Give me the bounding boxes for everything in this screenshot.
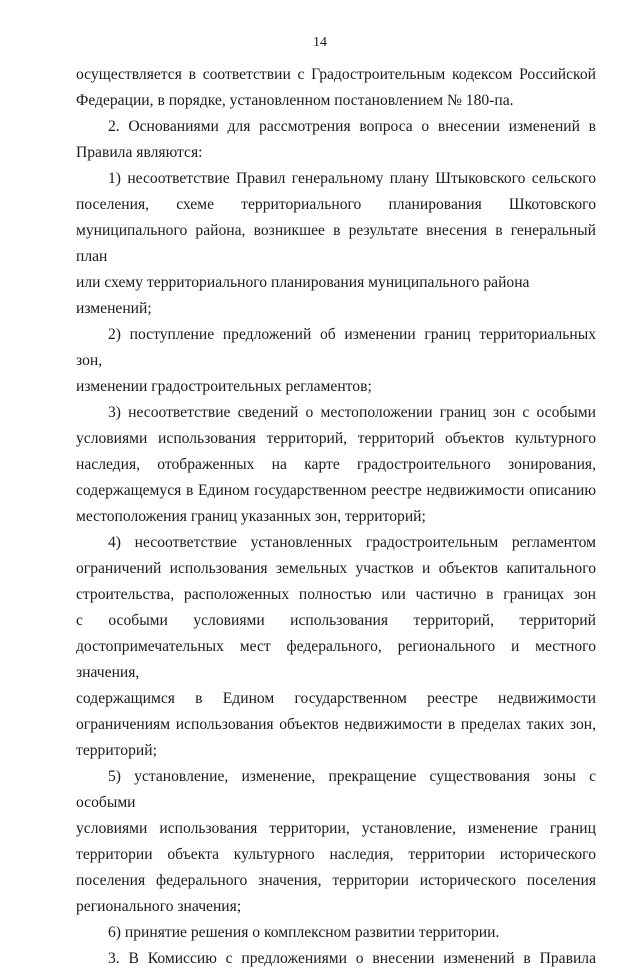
paragraph-item-2 (76, 114, 596, 166)
text-line: регионального значения; (76, 898, 242, 915)
text-line: содержащимся в Едином государственном реестре недвижимости (76, 690, 596, 707)
text-line: местоположения границ указанных зон, территорий; (76, 508, 426, 525)
paragraph-subitem-3 (76, 400, 596, 530)
text-line: ограничений использования земельных участков и объектов капитального (76, 560, 596, 577)
text-line: ограничениям использования объектов недвижимости в пределах таких зон, (76, 716, 596, 733)
text-line: 4) несоответствие установленных градостроительным регламентом (108, 534, 596, 551)
paragraph-subitem-2 (76, 322, 596, 400)
text-line: 5) установление, изменение, прекращение существования зоны с особыми (76, 768, 596, 811)
text-line: 3. В Комиссию с предложениями о внесении изменений в Правила (108, 950, 596, 967)
paragraph-item-3 (76, 946, 596, 972)
text-line: 2) поступление предложений об изменении границ территориальных зон, (76, 326, 596, 369)
text-line: осуществляется в соответствии с Градостроительным кодексом Российской (76, 66, 596, 83)
paragraph-subitem-4 (76, 530, 596, 764)
text-line: изменении градостроительных регламентов; (76, 378, 372, 395)
text-line: Федерации, в порядке, установленном постановлением № 180-па. (76, 92, 514, 109)
text-line: условиями использования территорий, территорий объектов культурного (76, 430, 596, 447)
paragraph-continuation (76, 62, 596, 114)
text-line: 6) принятие решения о комплексном развитии территории. (108, 924, 500, 941)
text-line: территорий; (76, 742, 157, 759)
paragraph-subitem-1 (76, 166, 596, 322)
text-line: 3) несоответствие сведений о местоположении границ зон с особыми (108, 404, 596, 421)
document-body (76, 62, 596, 972)
text-line: наследия, отображенных на карте градостроительного зонирования, (76, 456, 596, 473)
text-line: поселения, схеме территориального планирования Шкотовского (76, 196, 596, 213)
text-line: муниципального района, возникшее в результате внесения в генеральный план (76, 222, 596, 265)
text-line: условиями использования территории, установление, изменение границ (76, 820, 596, 837)
text-line: территории объекта культурного наследия, территории исторического (76, 846, 596, 863)
text-line: содержащемуся в Едином государственном реестре недвижимости описанию (76, 482, 596, 499)
text-line: строительства, расположенных полностью или частично в границах зон (76, 586, 596, 603)
page-number: 14 (313, 35, 327, 50)
text-line: с особыми условиями использования территорий, территорий (76, 612, 596, 629)
paragraph-subitem-6 (76, 920, 596, 946)
text-line: 2. Основаниями для рассмотрения вопроса о внесении изменений в (108, 118, 596, 135)
text-line: достопримечательных мест федерального, регионального и местного значения, (76, 638, 596, 681)
text-line: Правила являются: (76, 144, 203, 161)
text-line: 1) несоответствие Правил генеральному плану Штыковского сельского (108, 170, 596, 187)
text-line: или схему территориального планирования муниципального района изменений; (76, 274, 530, 317)
paragraph-subitem-5 (76, 764, 596, 920)
text-line: поселения федерального значения, территории исторического поселения (76, 872, 596, 889)
